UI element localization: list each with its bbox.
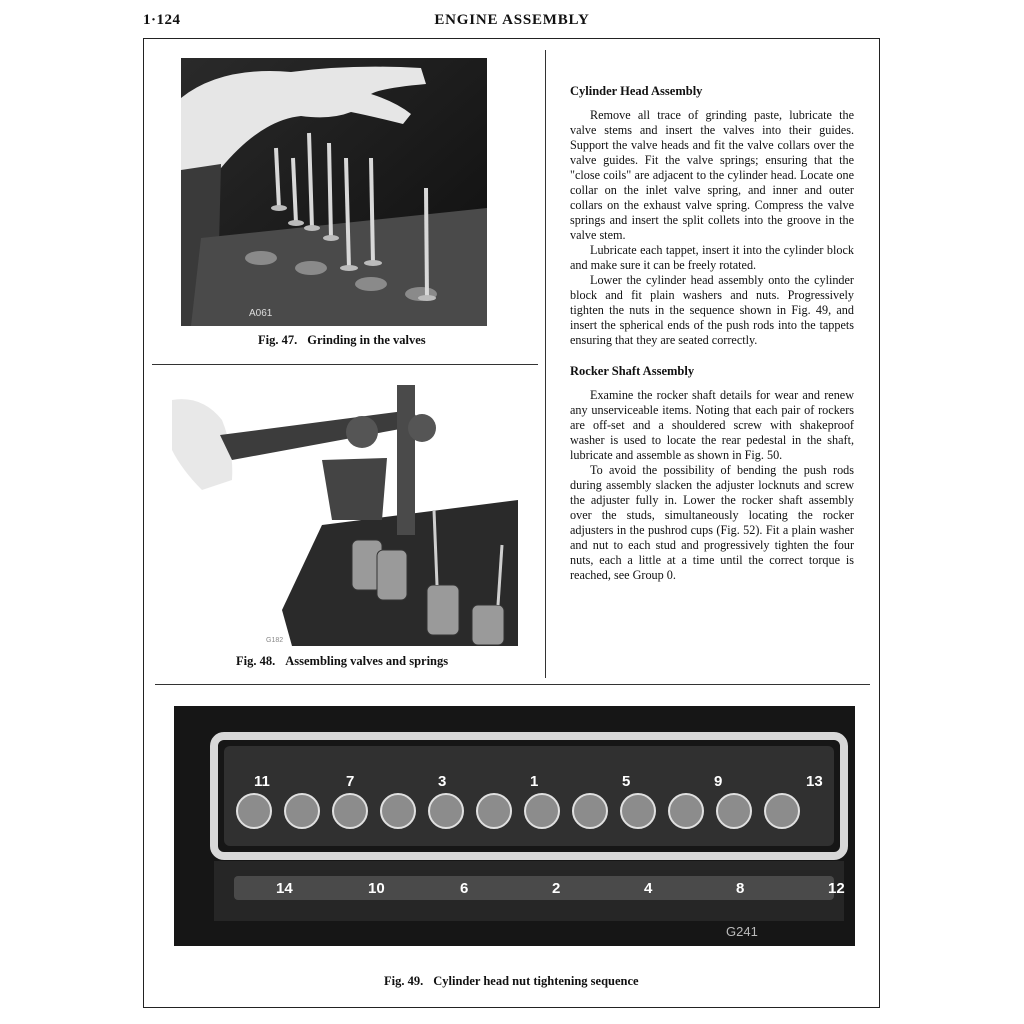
fig48-photo [172, 380, 518, 646]
valve-spring [285, 794, 319, 828]
fig48-caption [236, 654, 448, 669]
fig49-plate-code: G241 [726, 924, 758, 939]
fig49-caption [384, 974, 639, 989]
top-nut-label: 5 [622, 773, 631, 790]
section-divider [155, 684, 870, 685]
fig48-title: Assembling valves and springs [285, 654, 449, 668]
top-nut-label: 3 [438, 773, 447, 790]
top-nut-label: 13 [806, 773, 823, 790]
valve-spring [525, 794, 559, 828]
paragraph: To avoid the possibility of bending the push rods during assembly slacken the adjuster locknuts and screw the adjuster fully in. Lower the rocker shaft assembly over the studs, simultaneously locating the rocker adjusters in the pushrod cups (Fig. 52). Fit a plain washer and nut to each stud and progressively tighten the four nuts, each a little at a time until the correct torque is reached, see Group 0. [570, 463, 854, 582]
fig49-number: Fig. 49. [384, 974, 424, 988]
bottom-nut-label: 2 [552, 880, 561, 897]
valve-spring [669, 794, 703, 828]
top-nut-label: 11 [254, 773, 270, 790]
section-heading-cylinder-head: Cylinder Head Assembly [570, 84, 703, 98]
top-nut-label: 1 [530, 773, 539, 790]
bottom-nut-label: 12 [828, 880, 845, 897]
bottom-nut-label: 6 [460, 880, 469, 897]
fig47-number: Fig. 47. [258, 333, 298, 347]
fig47-title: Grinding in the valves [307, 333, 426, 347]
paragraph: Examine the rocker shaft details for wear and renew any unserviceable items. Noting that each pair of rockers are off-set and a shouldered screw with shakeproof washer is used to locate the rear pedestal in the shaft, lubricate and assemble as shown in Fig. 50. [570, 388, 854, 462]
valve-spring [621, 794, 655, 828]
column-divider [545, 50, 546, 678]
bottom-nut-label: 8 [736, 880, 745, 897]
paragraph: Lower the cylinder head assembly onto the cylinder block and fit plain washers and nuts. Progressively tighten the nuts in the sequence shown in Fig. 49, and insert the spherical ends of the push rods into the tappets ensuring that they are seated correctly. [570, 273, 854, 347]
fig49-title: Cylinder head nut tightening sequence [433, 974, 639, 988]
text-column [570, 84, 854, 583]
fig48-number: Fig. 48. [236, 654, 276, 668]
bottom-nut-label: 10 [368, 880, 385, 897]
valve-spring [429, 794, 463, 828]
top-nut-label: 7 [346, 773, 355, 790]
bottom-nut-label: 14 [276, 880, 293, 897]
fig47-caption [258, 333, 426, 348]
paragraph: Remove all trace of grinding paste, lubricate the valve stems and insert the valves into their guides. Support the valve heads and fit the valve collars over the valve guides. Fit the valve springs; ensuring that the "close coils" are adjacent to the cylinder head. Locate one collar on the inlet valve spring, and inner and outer collars on the exhaust valve spring. Compress the valve springs and insert the split collets into the groove in the valve stem. [570, 108, 854, 242]
valve-spring [381, 794, 415, 828]
page-title: ENGINE ASSEMBLY [434, 12, 590, 28]
figure-divider [152, 364, 538, 365]
paragraph: Lubricate each tappet, insert it into the cylinder block and make sure it can be freely rotated. [570, 243, 854, 272]
fig48-plate-code: G182 [266, 637, 284, 644]
section-heading-rocker-shaft: Rocker Shaft Assembly [570, 364, 695, 378]
valve-spring [573, 794, 607, 828]
top-nut-label: 9 [714, 773, 723, 790]
valve-spring [333, 794, 367, 828]
valve-spring [237, 794, 271, 828]
fig49-photo [174, 706, 855, 946]
valve-spring [765, 794, 799, 828]
fig47-plate-code: A061 [249, 308, 273, 319]
valve-spring [477, 794, 511, 828]
valve-spring [717, 794, 751, 828]
fig47-photo [181, 58, 487, 326]
bottom-nut-label: 4 [644, 880, 653, 897]
page-number: 1·124 [143, 12, 181, 28]
